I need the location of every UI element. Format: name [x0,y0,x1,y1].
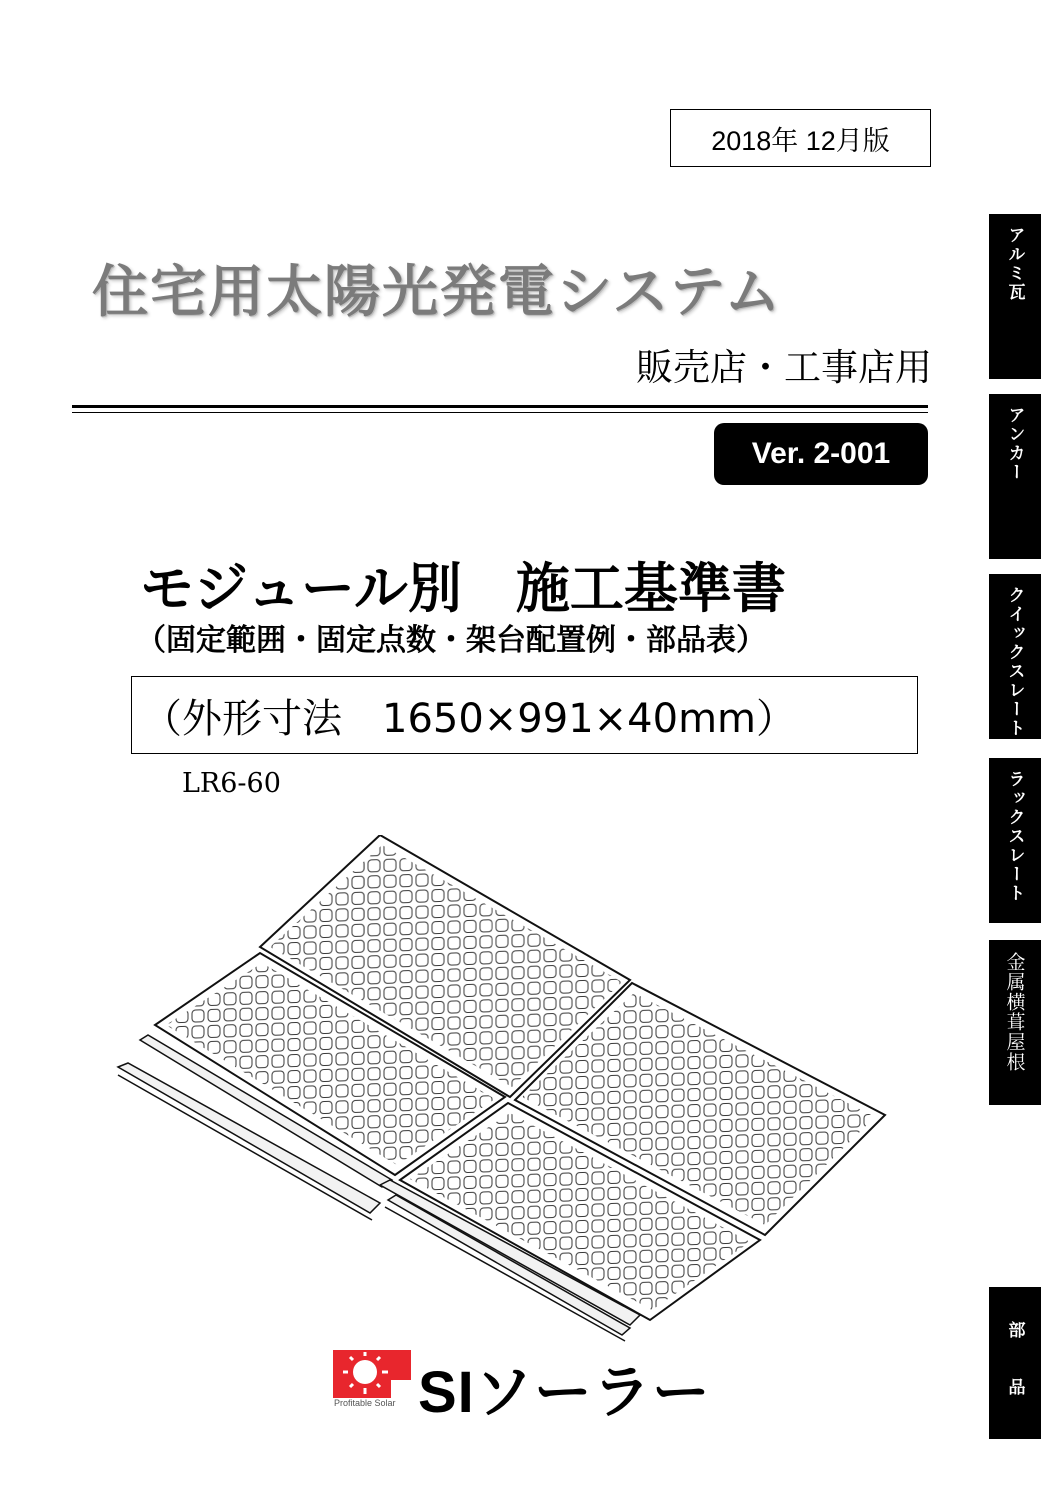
tab-label: アルミ瓦 [1004,226,1025,302]
main-title: 住宅用太陽光発電システム [92,260,783,325]
tab-anchor[interactable] [989,394,1041,559]
logo-tagline: Profitable Solar [334,1398,396,1408]
document-subtitle: （固定範囲・固定点数・架台配置例・部品表） [136,623,766,658]
version-badge: Ver. 2-001 [714,423,928,485]
title-rule-thin [72,412,928,413]
title-rule [72,405,928,408]
company-logo-name: SIソーラー [418,1360,711,1425]
document-title: モジュール別 施工基準書 [140,556,786,620]
sun-logo-icon [333,1350,413,1400]
tab-parts[interactable] [989,1287,1041,1439]
tab-label: 金属横葺屋根 [1003,952,1026,1072]
tab-metal-roof[interactable] [989,940,1041,1105]
solar-array-illustration [110,835,890,1350]
tab-label: アンカー [1004,406,1025,482]
edition-label: 2018年 12月版 [670,109,931,167]
tab-rack-slate[interactable] [989,758,1041,923]
module-model: LR6-60 [182,768,281,799]
module-dimensions: （外形寸法 1650×991×40mm） [131,676,918,754]
tab-aluminum-tile[interactable] [989,214,1041,379]
tab-label: ラックスレート [1004,770,1025,903]
tab-quick-slate[interactable] [989,574,1041,739]
tab-label: クイックスレート [1004,586,1025,738]
audience-label: 販売店・工事店用 [636,346,932,389]
tab-label: 部 品 [1004,1321,1025,1397]
